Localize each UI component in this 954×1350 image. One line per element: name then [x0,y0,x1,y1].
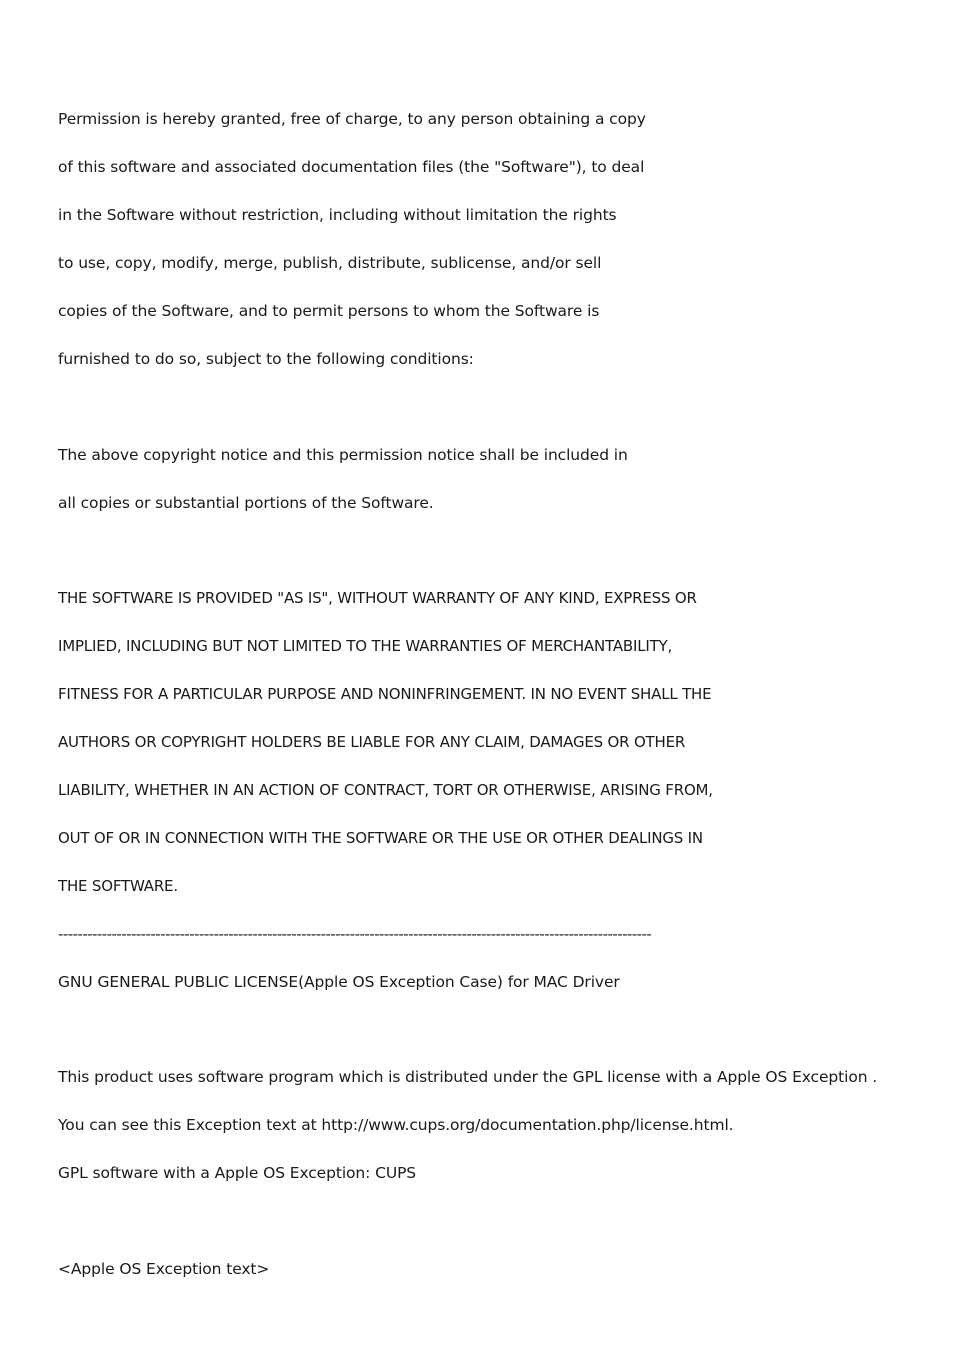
warranty-line: LIABILITY, WHETHER IN AN ACTION OF CONTRACT, TORT OR OTHERWISE, ARISING FROM, [58,781,713,799]
permission-line: copies of the Software, and to permit persons to whom the Software is [58,302,600,320]
exception-label: <Apple OS Exception text> [58,1260,270,1278]
warranty-line: IMPLIED, INCLUDING BUT NOT LIMITED TO THE WARRANTIES OF MERCHANTABILITY, [58,637,673,655]
warranty-line: THE SOFTWARE. [58,877,178,895]
notice-line: all copies or substantial portions of the Software. [58,494,434,512]
gpl-body-line: You can see this Exception text at http://www.cups.org/documentation.php/license.html. [58,1116,734,1134]
permission-line: furnished to do so, subject to the following conditions: [58,350,474,368]
permission-line: in the Software without restriction, including without limitation the rights [58,206,617,224]
permission-line: to use, copy, modify, merge, publish, distribute, sublicense, and/or sell [58,254,602,272]
section-separator: -------------------------------------------------------------------------------------------------------------------------- [58,925,652,943]
warranty-line: FITNESS FOR A PARTICULAR PURPOSE AND NONINFRINGEMENT. IN NO EVENT SHALL THE [58,685,712,703]
gpl-body-line: This product uses software program which is distributed under the GPL license with a Apple OS Exception . [58,1068,878,1086]
permission-line: of this software and associated documentation files (the "Software"), to deal [58,158,645,176]
warranty-line: AUTHORS OR COPYRIGHT HOLDERS BE LIABLE FOR ANY CLAIM, DAMAGES OR OTHER [58,733,686,751]
gpl-heading: GNU GENERAL PUBLIC LICENSE(Apple OS Exception Case) for MAC Driver [58,973,620,991]
warranty-line: THE SOFTWARE IS PROVIDED "AS IS", WITHOUT WARRANTY OF ANY KIND, EXPRESS OR [58,589,697,607]
warranty-line: OUT OF OR IN CONNECTION WITH THE SOFTWARE OR THE USE OR OTHER DEALINGS IN [58,829,703,847]
permission-line: Permission is hereby granted, free of charge, to any person obtaining a copy [58,110,646,128]
notice-line: The above copyright notice and this permission notice shall be included in [58,446,628,464]
gpl-body-line: GPL software with a Apple OS Exception: CUPS [58,1164,417,1182]
